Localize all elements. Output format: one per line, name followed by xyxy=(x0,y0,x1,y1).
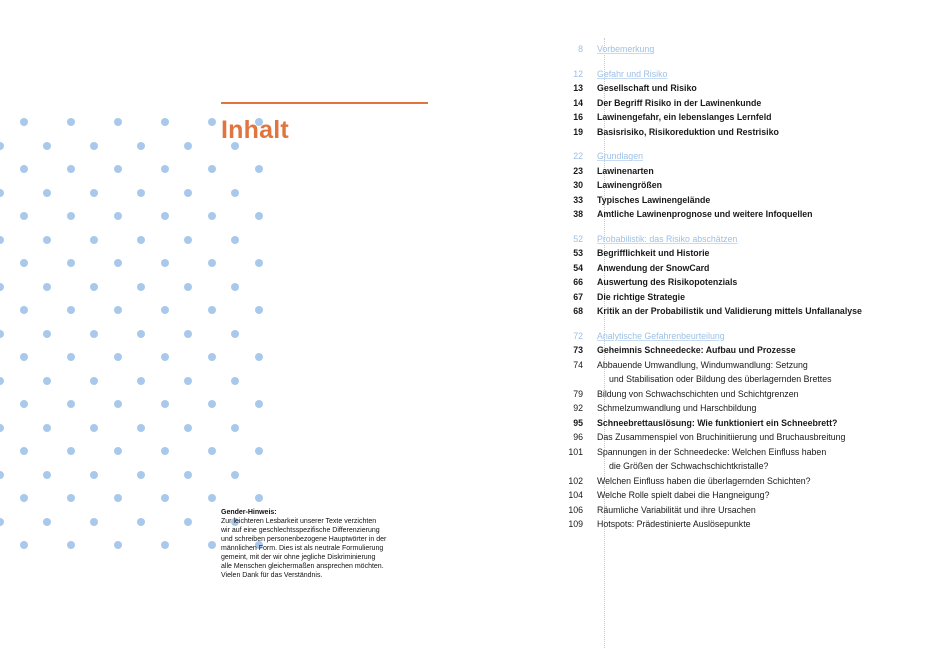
toc-page-number: 38 xyxy=(573,209,583,220)
pattern-dot xyxy=(114,118,122,126)
pattern-dot xyxy=(20,541,28,549)
toc-entry[interactable] xyxy=(560,445,930,460)
pattern-dot xyxy=(255,259,263,267)
toc-entry-title: Grundlagen xyxy=(597,151,643,162)
gender-note-line: gemeint, mit der wir ohne jegliche Diskriminierung xyxy=(221,554,376,561)
toc-entry-title: Vorbemerkung xyxy=(597,44,655,55)
toc-page-number: 53 xyxy=(573,248,583,259)
pattern-dot xyxy=(20,165,28,173)
pattern-dot xyxy=(208,400,216,408)
pattern-dot xyxy=(67,400,75,408)
pattern-dot xyxy=(255,447,263,455)
toc-entry[interactable] xyxy=(560,207,930,222)
pattern-dot xyxy=(114,447,122,455)
toc-entry-title: Basisrisiko, Risikoreduktion und Restrisiko xyxy=(597,126,779,137)
toc-entry[interactable] xyxy=(560,164,930,179)
pattern-dot xyxy=(20,306,28,314)
toc-page-number: 12 xyxy=(573,68,583,79)
pattern-dot xyxy=(184,518,192,526)
pattern-dot xyxy=(43,377,51,385)
pattern-dot xyxy=(114,259,122,267)
pattern-dot xyxy=(90,189,98,197)
toc-entry[interactable] xyxy=(560,372,930,387)
toc-entry[interactable] xyxy=(560,110,930,125)
toc-entry-title: Typisches Lawinengelände xyxy=(597,194,711,205)
pattern-dot xyxy=(208,118,216,126)
gender-note-line: alle Menschen gleichermaßen ansprechen möchten. xyxy=(221,563,384,570)
table-of-contents xyxy=(560,42,930,542)
toc-page-number: 104 xyxy=(568,490,583,501)
toc-page-number: 67 xyxy=(573,291,583,302)
toc-section-heading[interactable] xyxy=(560,67,930,82)
toc-entry[interactable] xyxy=(560,193,930,208)
pattern-dot xyxy=(90,236,98,244)
pattern-dot xyxy=(43,283,51,291)
toc-entry[interactable] xyxy=(560,81,930,96)
toc-section-heading[interactable] xyxy=(560,42,930,57)
pattern-dot xyxy=(208,447,216,455)
toc-entry-title: Hotspots: Prädestinierte Auslösepunkte xyxy=(597,519,751,530)
pattern-dot xyxy=(114,212,122,220)
pattern-dot xyxy=(184,236,192,244)
toc-entry[interactable] xyxy=(560,459,930,474)
pattern-dot xyxy=(184,189,192,197)
toc-entry[interactable] xyxy=(560,261,930,276)
pattern-dot xyxy=(255,212,263,220)
pattern-dot xyxy=(114,541,122,549)
toc-entry-title: Bildung von Schwachschichten und Schichtgrenzen xyxy=(597,388,799,399)
pattern-dot xyxy=(67,353,75,361)
pattern-dot xyxy=(0,142,4,150)
toc-entry-title: Schmelzumwandlung und Harschbildung xyxy=(597,403,757,414)
pattern-dot xyxy=(114,353,122,361)
toc-page-number: 96 xyxy=(573,432,583,443)
pattern-dot xyxy=(255,353,263,361)
pattern-dot xyxy=(137,189,145,197)
pattern-dot xyxy=(67,212,75,220)
pattern-dot xyxy=(43,424,51,432)
gender-note-line: und schreiben personenbezogene Hauptwörter in der xyxy=(221,536,387,543)
toc-entry-title: und Stabilisation oder Bildung des überlagernden Brettes xyxy=(609,374,832,385)
toc-section-heading[interactable] xyxy=(560,149,930,164)
toc-entry-title: Gefahr und Risiko xyxy=(597,68,668,79)
pattern-dot xyxy=(161,541,169,549)
pattern-dot xyxy=(20,118,28,126)
pattern-dot xyxy=(0,283,4,291)
pattern-dot xyxy=(184,377,192,385)
toc-entry-title: Räumliche Variabilität und ihre Ursachen xyxy=(597,504,756,515)
pattern-dot xyxy=(231,377,239,385)
pattern-dot xyxy=(67,447,75,455)
gender-note-line: Zur leichteren Lesbarkeit unserer Texte verzichten xyxy=(221,518,377,525)
pattern-dot xyxy=(184,283,192,291)
toc-entry[interactable] xyxy=(560,96,930,111)
pattern-dot xyxy=(231,236,239,244)
pattern-dot xyxy=(67,259,75,267)
pattern-dot xyxy=(255,165,263,173)
toc-section xyxy=(560,329,930,532)
pattern-dot xyxy=(137,377,145,385)
pattern-dot xyxy=(114,306,122,314)
toc-entry-title: Probabilistik: das Risiko abschätzen xyxy=(597,233,738,244)
pattern-dot xyxy=(231,471,239,479)
pattern-dot xyxy=(161,118,169,126)
pattern-dot xyxy=(0,377,4,385)
pattern-dot xyxy=(20,212,28,220)
pattern-dot xyxy=(43,518,51,526)
toc-page-number: 66 xyxy=(573,277,583,288)
toc-section xyxy=(560,149,930,222)
toc-entry-title: Analytische Gefahrenbeurteilung xyxy=(597,330,725,341)
toc-page-number: 54 xyxy=(573,262,583,273)
pattern-dot xyxy=(90,518,98,526)
pattern-dot xyxy=(20,494,28,502)
toc-section xyxy=(560,42,930,57)
toc-section xyxy=(560,67,930,140)
pattern-dot xyxy=(184,330,192,338)
title-rule xyxy=(221,102,428,104)
toc-page-number: 73 xyxy=(573,345,583,356)
toc-entry[interactable] xyxy=(560,290,930,305)
gender-note xyxy=(221,508,426,580)
toc-page-number: 109 xyxy=(568,519,583,530)
toc-entry[interactable] xyxy=(560,503,930,518)
pattern-dot xyxy=(208,353,216,361)
toc-entry[interactable] xyxy=(560,517,930,532)
toc-page-number: 14 xyxy=(573,97,583,108)
toc-entry-title: Lawinengrößen xyxy=(597,180,663,191)
toc-page-number: 95 xyxy=(573,417,583,428)
toc-entry-title: Die richtige Strategie xyxy=(597,291,685,302)
pattern-dot xyxy=(184,142,192,150)
toc-entry-title: Spannungen in der Schneedecke: Welchen Einfluss haben xyxy=(597,446,827,457)
pattern-dot xyxy=(90,377,98,385)
toc-page-number: 106 xyxy=(568,504,583,515)
pattern-dot xyxy=(137,424,145,432)
pattern-dot xyxy=(43,330,51,338)
pattern-dot xyxy=(43,189,51,197)
pattern-dot xyxy=(20,447,28,455)
toc-entry[interactable] xyxy=(560,125,930,140)
pattern-dot xyxy=(0,424,4,432)
pattern-dot xyxy=(184,424,192,432)
toc-entry[interactable] xyxy=(560,430,930,445)
pattern-dot xyxy=(67,118,75,126)
pattern-dot xyxy=(114,400,122,408)
toc-page-number: 52 xyxy=(573,233,583,244)
toc-entry-title: Abbauende Umwandlung, Windumwandlung: Setzung xyxy=(597,359,808,370)
toc-page-number: 102 xyxy=(568,475,583,486)
toc-page-number: 16 xyxy=(573,112,583,123)
pattern-dot xyxy=(137,283,145,291)
pattern-dot xyxy=(231,424,239,432)
gender-note-title: Gender-Hinweis: xyxy=(221,509,277,516)
pattern-dot xyxy=(0,471,4,479)
pattern-dot xyxy=(161,212,169,220)
pattern-dot xyxy=(208,165,216,173)
gender-note-line: Vielen Dank für das Verständnis. xyxy=(221,572,323,579)
pattern-dot xyxy=(208,212,216,220)
toc-page-number: 23 xyxy=(573,165,583,176)
gender-note-line: wir auf eine geschlechtsspezifische Differenzierung xyxy=(221,527,380,534)
pattern-dot xyxy=(231,283,239,291)
pattern-dot xyxy=(114,494,122,502)
toc-page-number: 8 xyxy=(578,44,583,55)
pattern-dot xyxy=(231,330,239,338)
pattern-dot xyxy=(137,471,145,479)
pattern-dot xyxy=(161,306,169,314)
pattern-dot xyxy=(67,494,75,502)
pattern-dot xyxy=(161,400,169,408)
toc-entry[interactable] xyxy=(560,178,930,193)
pattern-dot xyxy=(0,189,4,197)
toc-section xyxy=(560,232,930,319)
pattern-dot xyxy=(161,353,169,361)
toc-entry-title: Lawinenarten xyxy=(597,165,654,176)
pattern-dot xyxy=(137,330,145,338)
pattern-dot xyxy=(90,142,98,150)
pattern-dot xyxy=(0,330,4,338)
toc-entry-title: Kritik an der Probabilistik und Validierung mittels Unfallanalyse xyxy=(597,306,862,317)
pattern-dot xyxy=(161,259,169,267)
toc-entry-title: Der Begriff Risiko in der Lawinenkunde xyxy=(597,97,762,108)
pattern-dot xyxy=(43,236,51,244)
toc-page-number: 30 xyxy=(573,180,583,191)
pattern-dot xyxy=(20,353,28,361)
toc-page-number: 92 xyxy=(573,403,583,414)
toc-page-number: 101 xyxy=(568,446,583,457)
toc-entry-title: Auswertung des Risikopotenzials xyxy=(597,277,738,288)
pattern-dot xyxy=(43,142,51,150)
toc-entry-title: Gesellschaft und Risiko xyxy=(597,83,697,94)
pattern-dot xyxy=(137,236,145,244)
toc-entry-title: Welchen Einfluss haben die überlagernden Schichten? xyxy=(597,475,811,486)
toc-page-number: 79 xyxy=(573,388,583,399)
toc-entry-title: Das Zusammenspiel von Bruchinitiierung und Bruchausbreitung xyxy=(597,432,846,443)
toc-entry[interactable] xyxy=(560,343,930,358)
pattern-dot xyxy=(114,165,122,173)
gender-note-line: männlichen Form. Dies ist als neutrale Formulierung xyxy=(221,545,384,552)
pattern-dot xyxy=(67,541,75,549)
toc-page-number: 68 xyxy=(573,306,583,317)
toc-entry-title: Welche Rolle spielt dabei die Hangneigung? xyxy=(597,490,770,501)
toc-entry[interactable] xyxy=(560,387,930,402)
toc-entry[interactable] xyxy=(560,304,930,319)
pattern-dot xyxy=(184,471,192,479)
toc-entry[interactable] xyxy=(560,246,930,261)
pattern-dot xyxy=(67,165,75,173)
pattern-dot xyxy=(137,518,145,526)
pattern-dot xyxy=(255,400,263,408)
page-title: Inhalt xyxy=(221,116,289,144)
pattern-dot xyxy=(0,236,4,244)
toc-entry-title: Schneebrettauslösung: Wie funktioniert ein Schneebrett? xyxy=(597,417,838,428)
pattern-dot xyxy=(231,189,239,197)
pattern-dot xyxy=(161,494,169,502)
pattern-dot xyxy=(20,400,28,408)
pattern-dot xyxy=(90,424,98,432)
toc-entry-title: Geheimnis Schneedecke: Aufbau und Prozesse xyxy=(597,345,796,356)
pattern-dot xyxy=(43,471,51,479)
toc-entry[interactable] xyxy=(560,401,930,416)
toc-entry[interactable] xyxy=(560,474,930,489)
toc-entry[interactable] xyxy=(560,416,930,431)
toc-page-number: 72 xyxy=(573,330,583,341)
pattern-dot xyxy=(90,471,98,479)
pattern-dot xyxy=(208,259,216,267)
pattern-dot xyxy=(208,494,216,502)
toc-entry[interactable] xyxy=(560,275,930,290)
pattern-dot xyxy=(208,541,216,549)
pattern-dot xyxy=(255,494,263,502)
toc-section-heading[interactable] xyxy=(560,329,930,344)
toc-entry-title: Begrifflichkeit und Historie xyxy=(597,248,710,259)
pattern-dot xyxy=(208,306,216,314)
pattern-dot xyxy=(67,306,75,314)
toc-page-number: 22 xyxy=(573,151,583,162)
pattern-dot xyxy=(0,518,4,526)
toc-page-number: 13 xyxy=(573,83,583,94)
pattern-dot xyxy=(20,259,28,267)
toc-entry-title: Amtliche Lawinenprognose und weitere Infoquellen xyxy=(597,209,813,220)
toc-entry[interactable] xyxy=(560,488,930,503)
toc-page-number: 33 xyxy=(573,194,583,205)
pattern-dot xyxy=(255,306,263,314)
toc-entry-title: die Größen der Schwachschichtkristalle? xyxy=(609,461,769,472)
toc-entry[interactable] xyxy=(560,358,930,373)
toc-section-heading[interactable] xyxy=(560,232,930,247)
toc-entry-title: Anwendung der SnowCard xyxy=(597,262,710,273)
toc-page-number: 74 xyxy=(573,359,583,370)
pattern-dot xyxy=(161,165,169,173)
toc-entry-title: Lawinengefahr, ein lebenslanges Lernfeld xyxy=(597,112,772,123)
pattern-dot xyxy=(137,142,145,150)
toc-page-number: 19 xyxy=(573,126,583,137)
pattern-dot xyxy=(90,330,98,338)
pattern-dot xyxy=(90,283,98,291)
pattern-dot xyxy=(161,447,169,455)
